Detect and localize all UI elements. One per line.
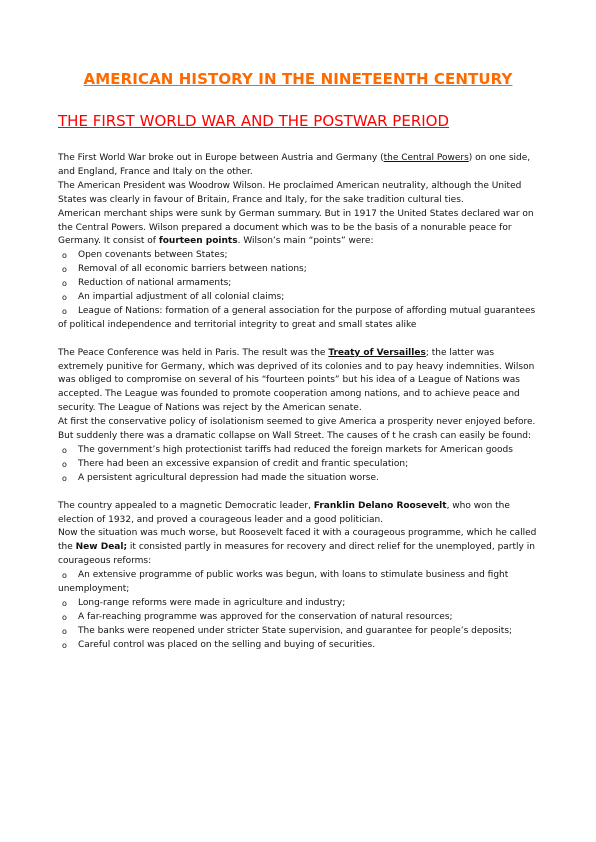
document-body (58, 152, 540, 653)
list-item: o Open covenants between States; (58, 249, 540, 263)
bullet-icon: o (62, 459, 67, 469)
list-item: o The government’s high protectionist tariffs had reduced the foreign markets for American goods (58, 444, 540, 458)
list-item: o Removal of all economic barriers between nations; (58, 263, 540, 277)
bullet-icon: o (62, 626, 67, 636)
central-powers-term: the Central Powers (383, 153, 469, 163)
new-deal-reforms-list (58, 569, 540, 652)
bullet-icon: o (62, 265, 67, 275)
list-item: o An extensive programme of public works was begun, with loans to stimulate business and fight unemployment; (58, 570, 509, 595)
list-item: o A far-reaching programme was approved for the conservation of natural resources; (58, 611, 540, 625)
bullet-icon: o (62, 306, 67, 316)
list-item: o Careful control was placed on the selling and buying of securities. (58, 639, 540, 653)
fourteen-points-list (58, 249, 540, 332)
list-item: o Reduction of national armaments; (58, 277, 540, 291)
bullet-icon: o (62, 598, 67, 608)
bullet-icon: o (62, 251, 67, 261)
paragraph: Now the situation was much worse, but Roosevelt faced it with a courageous programme, which he called the New Deal; it consisted partly in measures for recovery and direct relief for the unemployed, partly in courageous reforms: (58, 528, 537, 567)
list-item: o There had been an excessive expansion of credit and frantic speculation; (58, 458, 540, 472)
document-title: AMERICAN HISTORY IN THE NINETEENTH CENTURY (83, 70, 513, 88)
paragraph: American merchant ships were sunk by German summary. But in 1917 the United States declared war on the Central Powers. Wilson prepared a document which was to be the basis of a nonurable peace for Germany. It consist of fourteen points. Wilson’s main “points” were: (58, 208, 534, 247)
paragraph: The Peace Conference was held in Paris. The result was the Treaty of Versailles; the latter was extremely punitive for Germany, which was deprived of its colonies and to pay heavy indemnities. Wilson was obliged to compromise on several of his “fourteen points” but his idea of a League of Nations was accepted. The League was founded to promote cooperation among nations, and to achieve peace and security. The League of Nations was reject by the American senate. (58, 347, 535, 414)
bullet-icon: o (62, 473, 67, 483)
crash-causes-list (58, 444, 540, 486)
treaty-of-versailles-term: Treaty of Versailles (328, 347, 426, 358)
list-item: o League of Nations: formation of a general association for the purpose of affording mutual guarantees of political independence and territorial integrity to great and small states alike (58, 305, 536, 330)
bullet-icon: o (62, 279, 67, 289)
bullet-icon: o (62, 571, 67, 581)
bullet-icon: o (62, 640, 67, 650)
list-item: o An impartial adjustment of all colonial claims; (58, 291, 540, 305)
paragraph: The American President was Woodrow Wilson. He proclaimed American neutrality, although the United States was clearly in favour of Britain, France and Italy, for the sake tradition cultural ties. (58, 180, 522, 205)
list-item: o A persistent agricultural depression had made the situation worse. (58, 472, 540, 486)
roosevelt-name: Franklin Delano Roosevelt (313, 500, 447, 511)
paragraph: The country appealed to a magnetic Democratic leader, Franklin Delano Roosevelt, who won the election of 1932, and proved a courageous leader and a good politician. (58, 500, 510, 525)
bullet-icon: o (62, 446, 67, 456)
list-item: o Long-range reforms were made in agriculture and industry; (58, 597, 540, 611)
paragraph: At first the conservative policy of isolationism seemed to give America a prosperity never enjoyed before. But suddenly there was a dramatic collapse on Wall Street. The causes of t he crash can easily be found: (58, 417, 536, 442)
bullet-icon: o (62, 293, 67, 303)
new-deal-term: New Deal; (75, 542, 128, 553)
bullet-icon: o (62, 612, 67, 622)
list-item: o The banks were reopened under stricter State supervision, and guarantee for people’s deposits; (58, 625, 540, 639)
paragraph: The First World War broke out in Europe between Austria and Germany (the Central Powers) on one side, and England, France and Italy on the other. (58, 153, 531, 177)
section-heading: THE FIRST WORLD WAR AND THE POSTWAR PERIOD (58, 112, 450, 130)
